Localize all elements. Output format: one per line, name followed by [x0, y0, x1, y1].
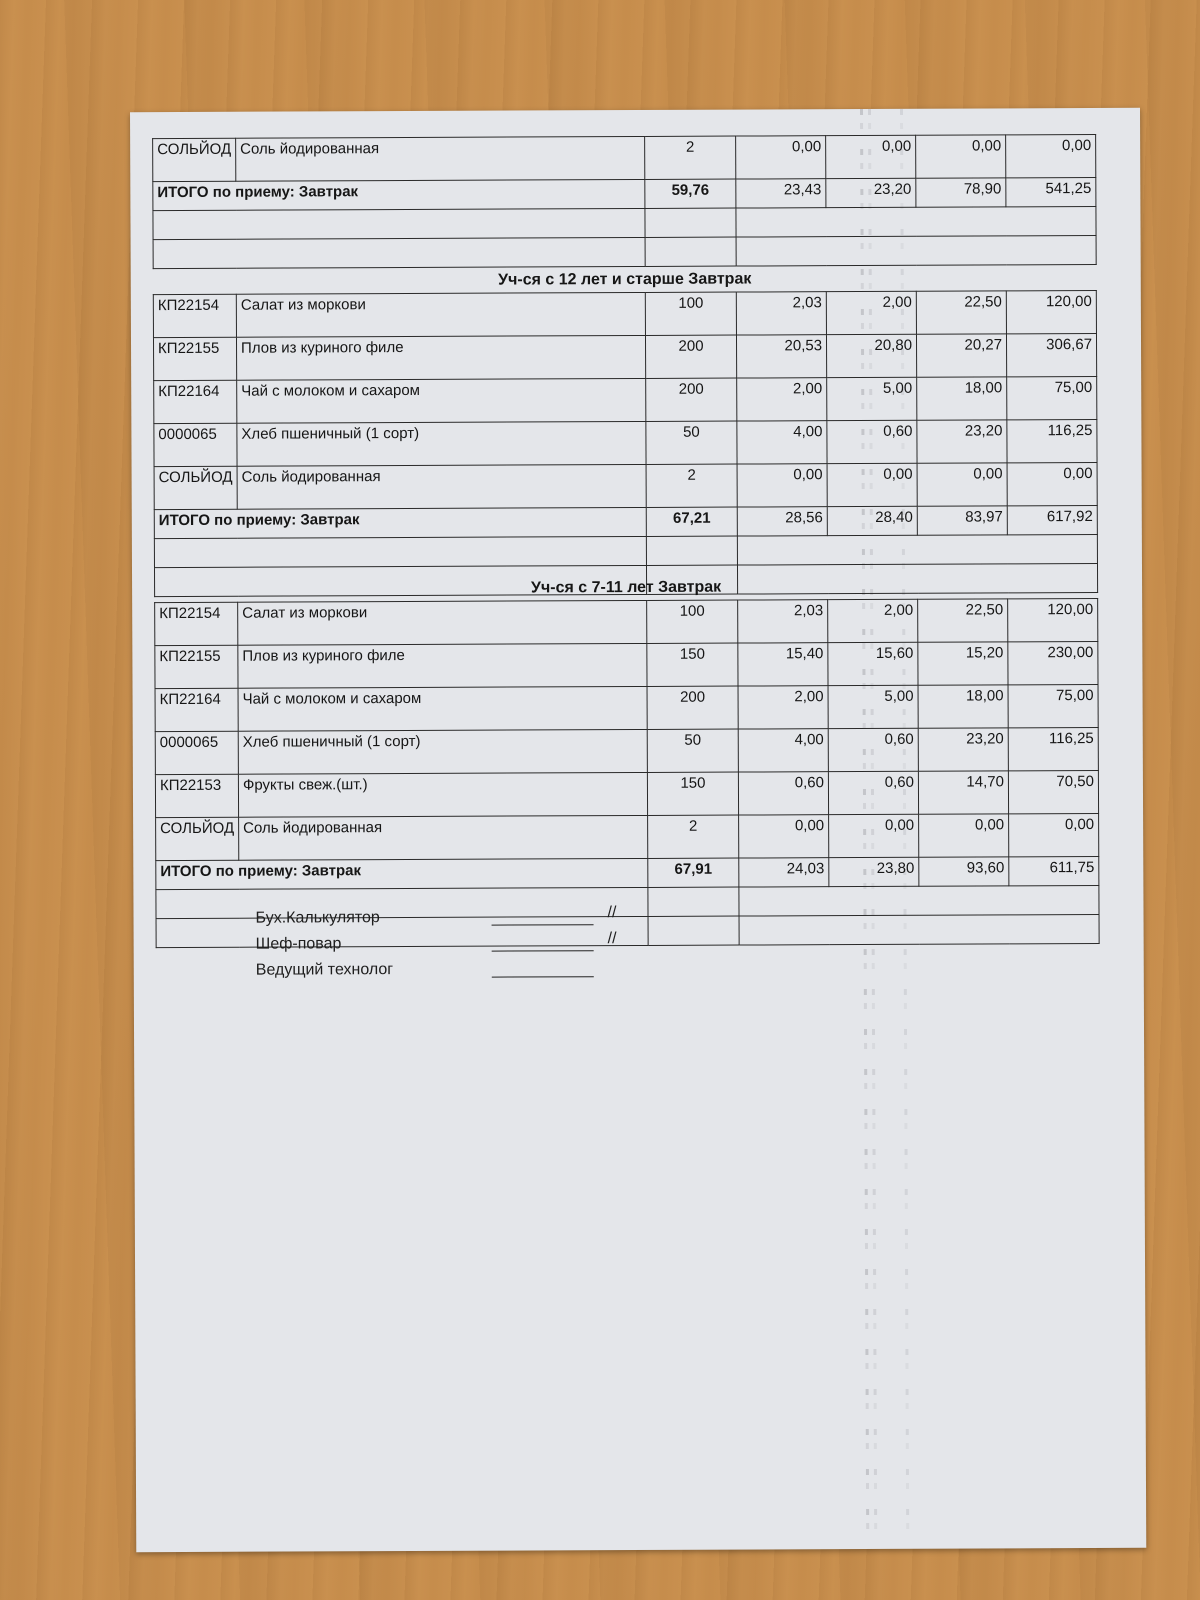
item-proteins: 0,00 — [737, 464, 827, 507]
item-energy: 0,00 — [1006, 134, 1096, 177]
item-qty: 50 — [647, 729, 738, 772]
item-qty: 2 — [648, 815, 739, 858]
total-fats: 23,80 — [829, 857, 919, 886]
item-energy: 0,00 — [1009, 813, 1099, 856]
item-name: Соль йодированная — [237, 464, 646, 509]
item-proteins: 2,03 — [738, 600, 828, 643]
item-qty: 2 — [645, 136, 736, 179]
item-proteins: 20,53 — [736, 335, 826, 378]
signature-label: Ведущий технолог — [255, 961, 394, 979]
table-row — [155, 598, 1098, 645]
item-name: Хлеб пшеничный (1 сорт) — [237, 421, 646, 466]
signature-label: Бух.Калькулятор — [255, 909, 380, 927]
blank-row — [153, 235, 1096, 268]
total-energy: 541,25 — [1006, 177, 1096, 206]
item-carbs: 18,00 — [917, 377, 1007, 420]
item-code: СОЛЬЙОД — [153, 138, 236, 181]
item-proteins: 4,00 — [737, 421, 827, 464]
total-proteins: 23,43 — [736, 179, 826, 208]
menu-table-1 — [152, 134, 1097, 269]
item-carbs: 23,20 — [918, 728, 1008, 771]
item-code: СОЛЬЙОД — [156, 817, 239, 860]
item-fats: 15,60 — [828, 642, 918, 685]
item-name: Салат из моркови — [238, 600, 647, 645]
item-code: 0000065 — [155, 731, 238, 774]
signature-slash: // — [607, 930, 617, 948]
item-name: Фрукты свеж.(шт.) — [238, 772, 647, 817]
item-energy: 70,50 — [1008, 770, 1098, 813]
item-qty: 200 — [646, 378, 737, 421]
item-energy: 120,00 — [1006, 290, 1096, 333]
item-proteins: 2,03 — [736, 292, 826, 335]
total-carbs: 78,90 — [916, 178, 1006, 207]
table-row — [154, 376, 1097, 423]
total-qty: 59,76 — [645, 179, 736, 208]
total-qty: 67,91 — [648, 858, 739, 887]
item-energy: 306,67 — [1006, 333, 1096, 376]
section-title: Уч-ся с 12 лет и старше Завтрак — [498, 270, 752, 289]
item-fats: 0,60 — [827, 420, 917, 463]
signature-line — [492, 976, 594, 977]
item-fats: 5,00 — [827, 377, 917, 420]
item-energy: 116,25 — [1007, 419, 1097, 462]
total-label: ИТОГО по приему: Завтрак — [156, 858, 648, 889]
item-fats: 0,60 — [828, 728, 918, 771]
table-row — [153, 333, 1096, 380]
total-carbs: 93,60 — [919, 857, 1009, 886]
signature-slash: // — [607, 904, 617, 922]
item-carbs: 0,00 — [917, 463, 1007, 506]
item-name: Салат из моркови — [236, 292, 645, 337]
item-fats: 20,80 — [826, 334, 916, 377]
item-qty: 50 — [646, 421, 737, 464]
item-name: Чай с молоком и сахаром — [238, 686, 647, 731]
table-row — [154, 419, 1097, 466]
item-proteins: 4,00 — [738, 729, 828, 772]
item-code: КП22155 — [155, 645, 238, 688]
item-carbs: 18,00 — [918, 685, 1008, 728]
table-row — [156, 813, 1099, 860]
item-code: КП22154 — [153, 294, 236, 337]
table-row — [153, 290, 1096, 337]
item-code: КП22153 — [155, 774, 238, 817]
section-title: Уч-ся с 7-11 лет Завтрак — [530, 578, 722, 597]
item-proteins: 2,00 — [738, 686, 828, 729]
menu-table-3 — [154, 598, 1100, 948]
item-name: Плов из куриного филе — [236, 335, 645, 380]
item-name: Соль йодированная — [239, 815, 648, 860]
table-row — [155, 770, 1098, 817]
item-energy: 120,00 — [1008, 598, 1098, 641]
item-fats: 0,00 — [827, 463, 917, 506]
item-proteins: 0,00 — [736, 136, 826, 179]
item-name: Плов из куриного филе — [238, 643, 647, 688]
item-name: Чай с молоком и сахаром — [237, 378, 646, 423]
item-fats: 0,00 — [826, 135, 916, 178]
total-carbs: 83,97 — [917, 506, 1007, 535]
item-qty: 100 — [647, 600, 738, 643]
item-code: КП22164 — [155, 688, 238, 731]
total-label: ИТОГО по приему: Завтрак — [153, 179, 645, 210]
menu-table-2 — [153, 290, 1098, 597]
item-energy: 75,00 — [1008, 684, 1098, 727]
item-carbs: 22,50 — [916, 291, 1006, 334]
item-code: 0000065 — [154, 423, 237, 466]
item-proteins: 15,40 — [738, 643, 828, 686]
item-fats: 2,00 — [826, 291, 916, 334]
item-energy: 230,00 — [1008, 641, 1098, 684]
item-carbs: 23,20 — [917, 420, 1007, 463]
item-fats: 0,60 — [828, 771, 918, 814]
item-qty: 200 — [645, 335, 736, 378]
total-row — [156, 856, 1099, 889]
section-3 — [154, 574, 1100, 948]
item-qty: 150 — [647, 643, 738, 686]
total-proteins: 24,03 — [739, 858, 829, 887]
item-proteins: 0,00 — [739, 815, 829, 858]
table-row — [155, 727, 1098, 774]
item-qty: 150 — [647, 772, 738, 815]
item-proteins: 0,60 — [738, 772, 828, 815]
table-row — [154, 462, 1097, 509]
paper-sheet — [130, 108, 1146, 1552]
item-carbs: 15,20 — [918, 642, 1008, 685]
item-name: Хлеб пшеничный (1 сорт) — [238, 729, 647, 774]
item-code: КП22155 — [153, 337, 236, 380]
item-fats: 0,00 — [829, 814, 919, 857]
item-qty: 2 — [646, 464, 737, 507]
blank-row — [154, 534, 1097, 567]
item-carbs: 0,00 — [919, 814, 1009, 857]
total-proteins: 28,56 — [737, 507, 827, 536]
blank-row — [153, 206, 1096, 239]
item-proteins: 2,00 — [737, 378, 827, 421]
item-qty: 100 — [645, 292, 736, 335]
item-energy: 0,00 — [1007, 462, 1097, 505]
item-energy: 116,25 — [1008, 727, 1098, 770]
section-2 — [153, 266, 1098, 597]
total-fats: 23,20 — [826, 178, 916, 207]
item-carbs: 14,70 — [918, 771, 1008, 814]
total-row — [154, 505, 1097, 538]
table-row — [155, 641, 1098, 688]
item-code: КП22154 — [155, 602, 238, 645]
table-row — [153, 134, 1096, 181]
item-qty: 200 — [647, 686, 738, 729]
total-fats: 28,40 — [827, 506, 917, 535]
section-1 — [152, 134, 1097, 269]
item-fats: 2,00 — [828, 599, 918, 642]
total-qty: 67,21 — [646, 507, 737, 536]
total-energy: 611,75 — [1009, 856, 1099, 885]
item-carbs: 20,27 — [916, 334, 1006, 377]
item-carbs: 22,50 — [918, 599, 1008, 642]
table-row — [155, 684, 1098, 731]
item-code: КП22164 — [154, 380, 237, 423]
total-energy: 617,92 — [1007, 505, 1097, 534]
total-row — [153, 177, 1096, 210]
item-code: СОЛЬЙОД — [154, 466, 237, 509]
item-fats: 5,00 — [828, 685, 918, 728]
item-carbs: 0,00 — [916, 135, 1006, 178]
signature-label: Шеф-повар — [255, 935, 342, 953]
item-name: Соль йодированная — [236, 136, 645, 181]
item-energy: 75,00 — [1007, 376, 1097, 419]
signature-line — [492, 950, 594, 951]
total-label: ИТОГО по приему: Завтрак — [154, 507, 646, 538]
